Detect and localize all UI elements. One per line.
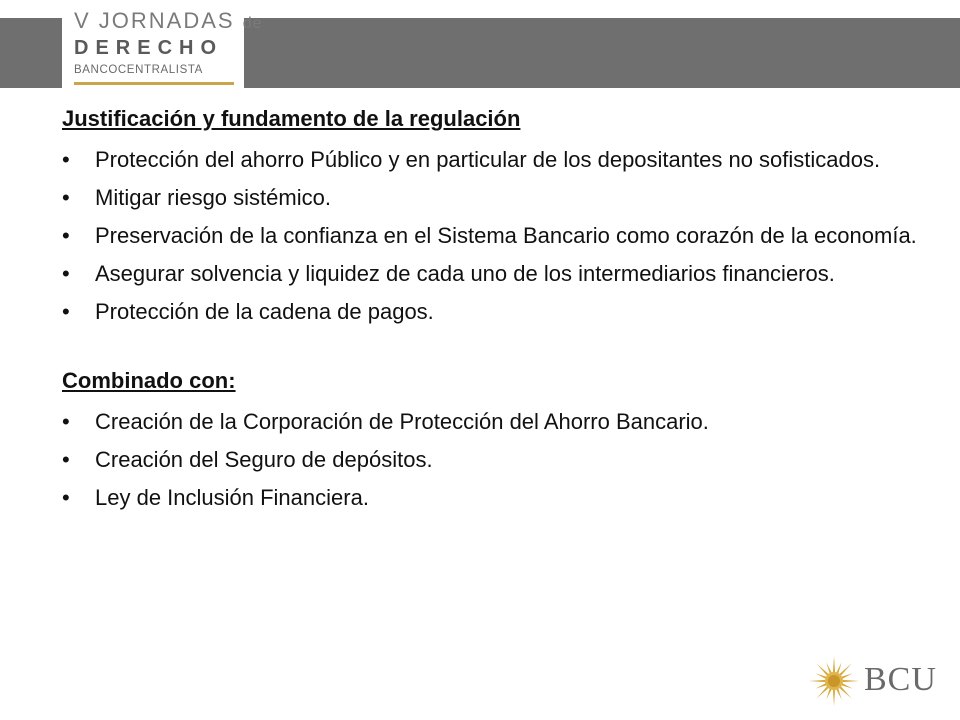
list-item: • Preservación de la confianza en el Sistema Bancario como corazón de la economía.: [62, 223, 917, 248]
logo-subtitle: DERECHO: [74, 37, 224, 59]
list-item: • Creación de la Corporación de Protección del Ahorro Bancario.: [62, 409, 709, 434]
bcu-logo: [808, 655, 938, 707]
slide-content: [62, 102, 922, 512]
list-item: • Mitigar riesgo sistémico.: [62, 185, 331, 210]
list-item: • Protección de la cadena de pagos.: [62, 299, 434, 324]
section-heading-justification: Justificación y fundamento de la regulación: [62, 106, 521, 131]
logo-title: V JORNADAS de: [74, 8, 263, 33]
bullet-icon: •: [62, 299, 70, 324]
bullet-icon: •: [62, 147, 70, 172]
justification-list: [62, 146, 922, 326]
bullet-icon: •: [62, 447, 70, 472]
section-heading-combined: Combinado con:: [62, 368, 236, 393]
sun-emblem-icon: [808, 655, 860, 707]
logo-gold-rule: [74, 82, 234, 85]
combined-list: [62, 408, 922, 512]
bullet-icon: •: [62, 223, 70, 248]
event-logo: [62, 0, 263, 90]
logo-caption: BANCOCENTRALISTA: [74, 64, 203, 76]
bullet-icon: •: [62, 409, 70, 434]
list-item: • Protección del ahorro Público y en particular de los depositantes no sofisticados.: [62, 147, 881, 172]
bcu-wordmark: BCU: [864, 661, 937, 698]
bullet-icon: •: [62, 185, 70, 210]
bullet-icon: •: [62, 485, 70, 510]
section-spacer: [62, 326, 922, 364]
bullet-icon: •: [62, 261, 70, 286]
list-item: • Asegurar solvencia y liquidez de cada uno de los intermediarios financieros.: [62, 261, 835, 286]
list-item: • Ley de Inclusión Financiera.: [62, 485, 369, 510]
list-item: • Creación del Seguro de depósitos.: [62, 447, 433, 472]
